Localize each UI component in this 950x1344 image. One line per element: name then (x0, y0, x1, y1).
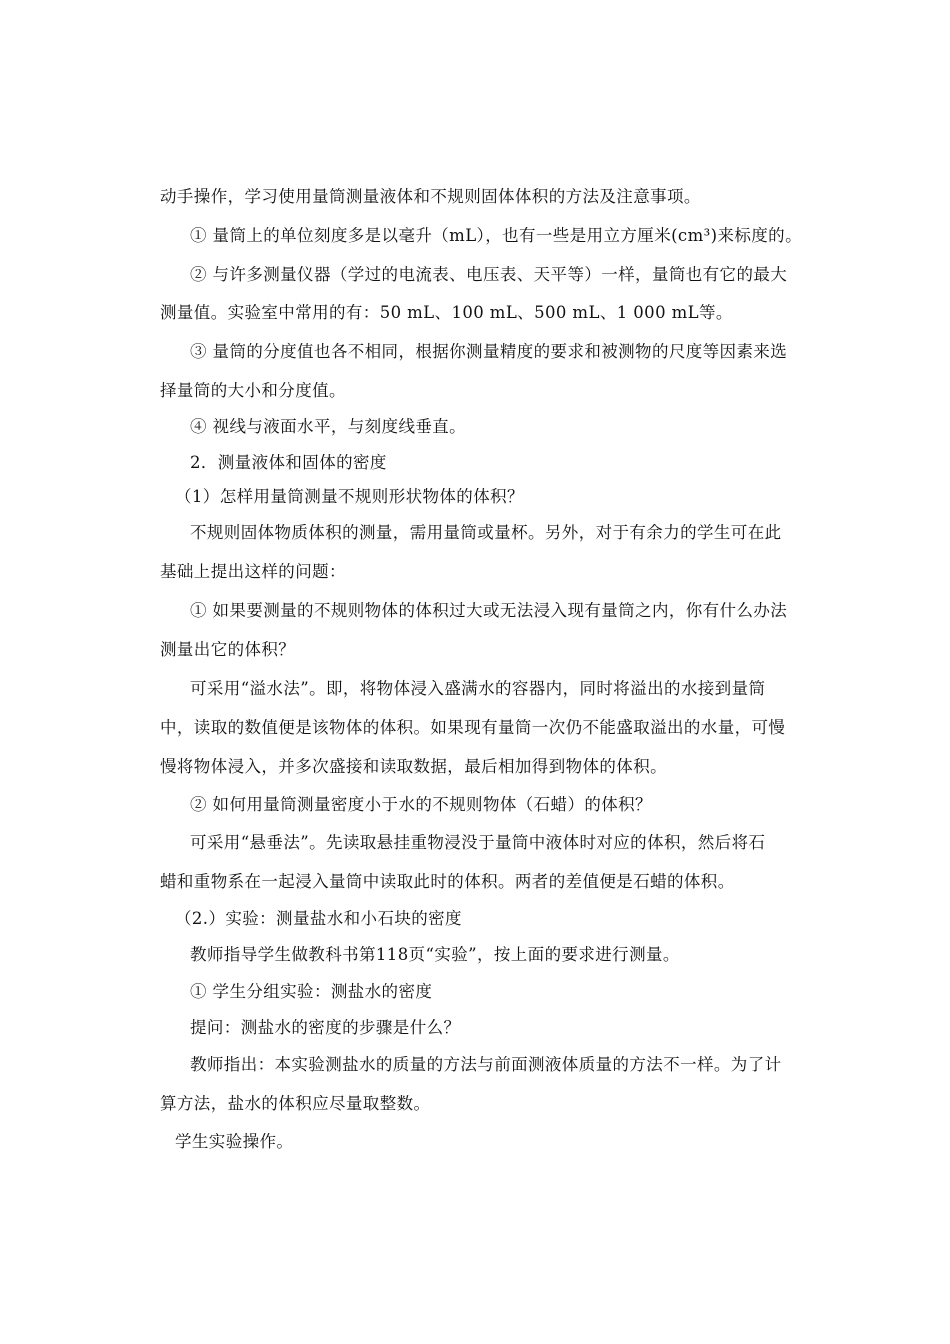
paragraph-line: 不规则固体物质体积的测量，需用量筒或量杯。另外，对于有余力的学生可在此 (190, 523, 782, 542)
paragraph-line: 算方法，盐水的体积应尽量取整数。 (160, 1094, 431, 1113)
paragraph-line: 慢将物体浸入，并多次盛接和读取数据，最后相加得到物体的体积。 (160, 757, 667, 776)
subsection-heading: （2.）实验：测量盐水和小石块的密度 (175, 909, 462, 928)
paragraph-line: ② 如何用量筒测量密度小于水的不规则物体（石蜡）的体积？ (190, 795, 652, 814)
paragraph-line: 提问：测盐水的密度的步骤是什么？ (190, 1018, 461, 1037)
paragraph-line: 择量筒的大小和分度值。 (160, 381, 346, 400)
paragraph-line: ② 与许多测量仪器（学过的电流表、电压表、天平等）一样，量筒也有它的最大 (190, 265, 788, 284)
subsection-heading: （1）怎样用量筒测量不规则形状物体的体积？ (175, 487, 524, 506)
paragraph-line: 基础上提出这样的问题： (160, 562, 346, 581)
paragraph-line: 教师指导学生做教科书第118页“实验”，按上面的要求进行测量。 (190, 945, 680, 964)
paragraph-line: 可采用“溢水法”。即，将物体浸入盛满水的容器内，同时将溢出的水接到量筒 (190, 679, 766, 698)
paragraph-line: 教师指出：本实验测盐水的质量的方法与前面测液体质量的方法不一样。为了计 (190, 1055, 782, 1074)
paragraph-line: 测量出它的体积？ (160, 640, 296, 659)
paragraph-line: 动手操作，学习使用量筒测量液体和不规则固体体积的方法及注意事项。 (160, 187, 701, 206)
paragraph-line: 学生实验操作。 (175, 1132, 294, 1151)
paragraph-line: 可采用“悬垂法”。先读取悬挂重物浸没于量筒中液体时对应的体积，然后将石 (190, 833, 766, 852)
paragraph-line: 中，读取的数值便是该物体的体积。如果现有量筒一次仍不能盛取溢出的水量，可慢 (160, 718, 786, 737)
paragraph-line: ① 如果要测量的不规则物体的体积过大或无法浸入现有量筒之内，你有什么办法 (190, 601, 788, 620)
paragraph-line: ④ 视线与液面水平，与刻度线垂直。 (190, 417, 467, 436)
paragraph-line: ① 量筒上的单位刻度多是以毫升（mL），也有一些是用立方厘米(cm³)来标度的。 (190, 226, 802, 245)
paragraph-line: ③ 量筒的分度值也各不相同，根据你测量精度的要求和被测物的尺度等因素来选 (190, 342, 788, 361)
section-heading: 2．测量液体和固体的密度 (190, 453, 387, 472)
paragraph-line: 蜡和重物系在一起浸入量筒中读取此时的体积。两者的差值便是石蜡的体积。 (160, 872, 735, 891)
paragraph-line: ① 学生分组实验：测盐水的密度 (190, 982, 433, 1001)
paragraph-line: 测量值。实验室中常用的有：50 mL、100 mL、500 mL、1 000 mL等。 (160, 303, 733, 322)
